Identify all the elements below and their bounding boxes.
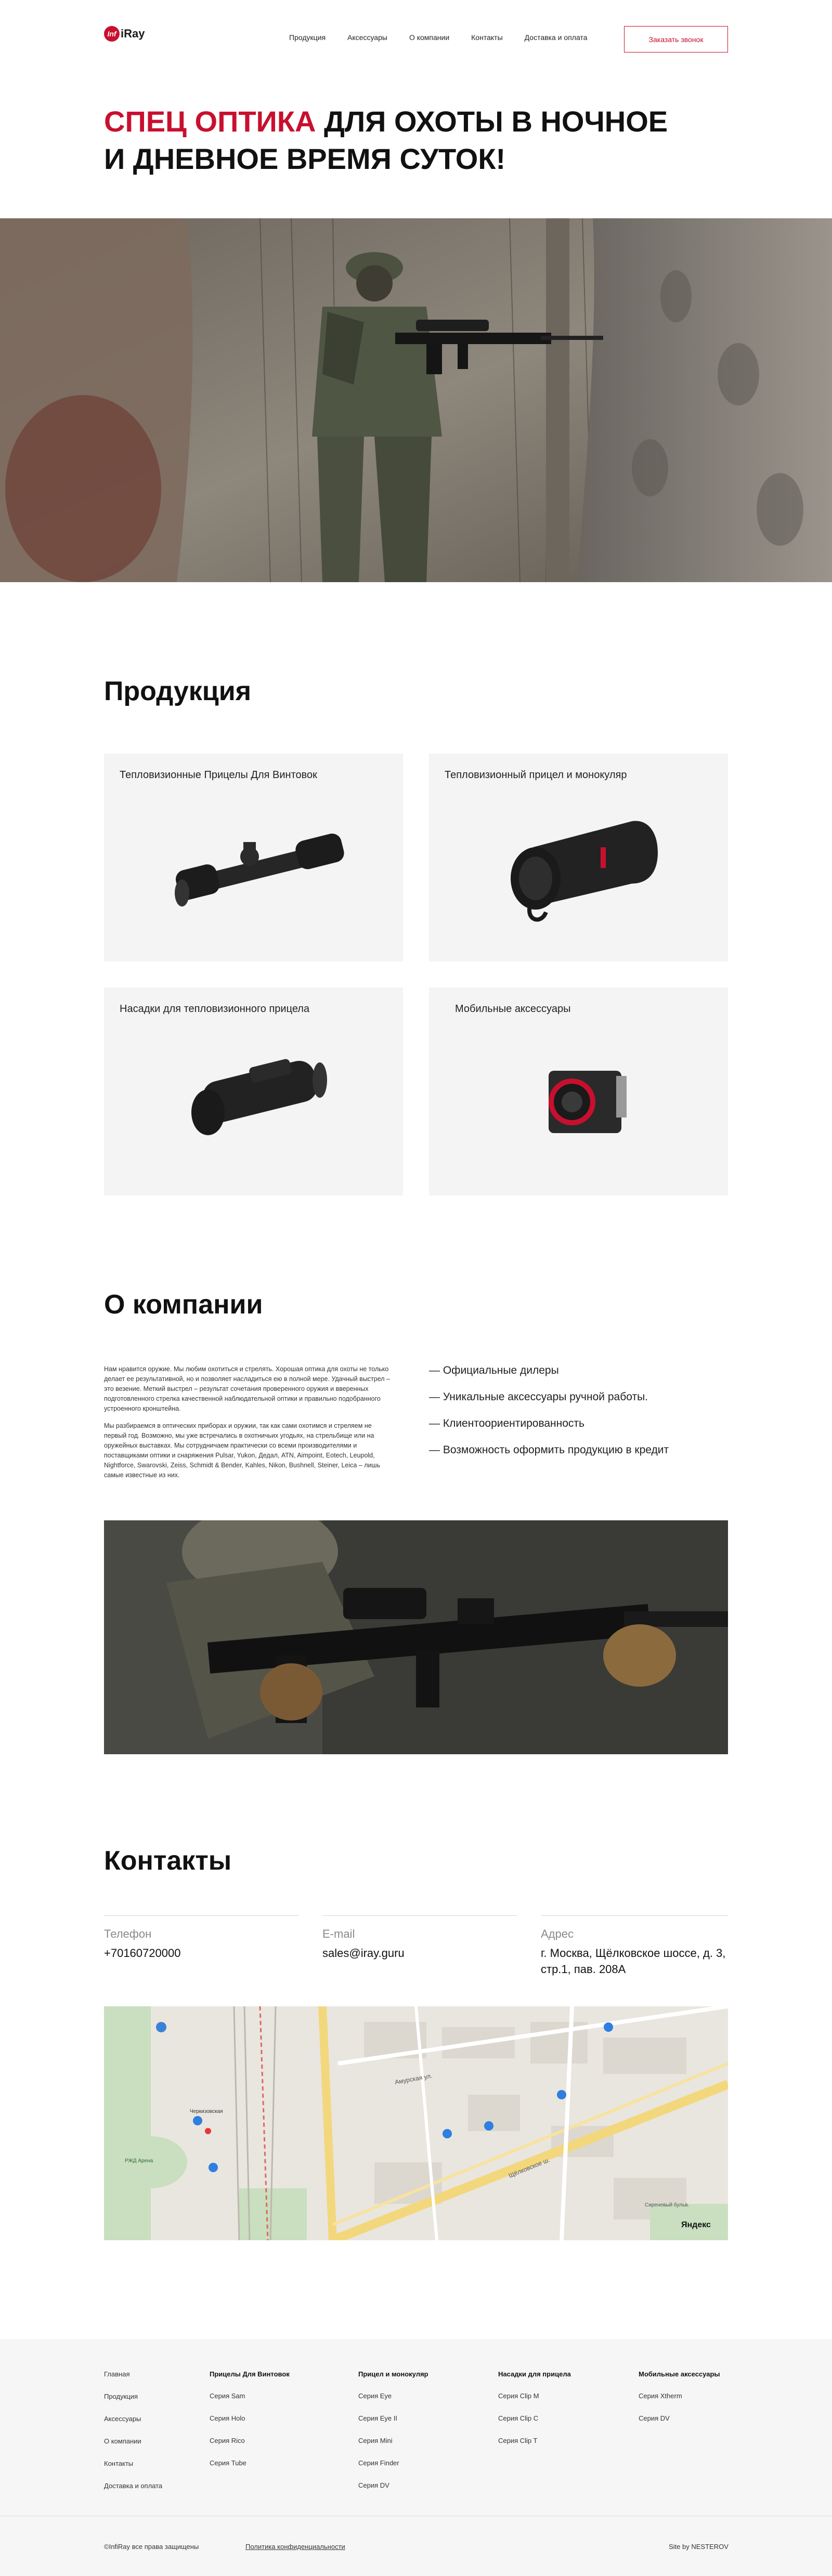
contact-email [322,1915,517,1961]
request-call-button[interactable]: Заказать звонок [624,26,728,52]
nav-accessories[interactable]: Аксессуары [347,33,387,42]
footer [0,2339,832,2576]
product-card-rifle-scopes[interactable] [104,754,403,962]
address-line: г. Москва, Щёлковское шоссе, д. 3, [541,1947,726,1960]
privacy-policy[interactable] [245,2543,345,2551]
footer-link[interactable]: Серия Eye II [358,2414,397,2422]
footer-link[interactable]: Доставка и оплата [104,2482,163,2490]
advantages-list [429,1364,728,1470]
privacy-link[interactable]: Политика конфиденциальности [245,2543,345,2551]
phone-value[interactable]: +70160720000 [104,1947,181,1960]
clip-on-icon [104,1034,403,1169]
footer-link[interactable]: Серия Xtherm [639,2392,682,2400]
copyright: ©InfiRay все права защищены [104,2543,199,2551]
footer-link[interactable]: Серия Mini [358,2437,393,2444]
footer-link[interactable]: О компании [104,2437,141,2445]
product-card-mobile[interactable] [429,988,728,1195]
about-heading: О компании [104,1290,263,1320]
logo[interactable] [104,26,145,42]
hero-title-line2: И ДНЕВНОЕ ВРЕМЯ СУТОК! [104,142,506,175]
map-brand: Яндекс [681,2220,711,2229]
footer-nav [104,2370,162,2504]
contact-phone [104,1915,299,1961]
email-value[interactable]: sales@iray.guru [322,1947,405,1960]
product-card-title: Насадки для тепловизионного прицела [120,1003,310,1015]
map-label: Щёлковское ш. [507,2156,551,2179]
map[interactable] [104,2006,728,2240]
address-line: стр.1, пав. 208А [541,1963,626,1976]
footer-link[interactable]: Серия Eye [358,2392,392,2400]
address-label: Адрес [541,1927,574,1940]
email-label: E-mail [322,1927,355,1940]
hero-image [0,218,832,582]
footer-link[interactable]: Контакты [104,2460,134,2467]
advantage-item: — Уникальные аксессуары ручной работы. [429,1391,648,1403]
hero-title-accent: СПЕЦ ОПТИКА [104,105,316,138]
product-card-clip-ons[interactable] [104,988,403,1195]
footer-monoculars [358,2370,428,2504]
nav-about[interactable]: О компании [409,33,450,42]
footer-link[interactable]: Главная [104,2370,130,2378]
nav-contacts[interactable]: Контакты [471,33,503,42]
footer-rifle-scopes [210,2370,290,2481]
nav-products[interactable]: Продукция [289,33,326,42]
rifle-scope-icon [104,800,403,936]
map-label: Черкизовская [190,2109,223,2114]
about-text [104,1364,395,1488]
hero-title [104,103,728,178]
footer-link[interactable]: Серия Clip T [498,2437,538,2444]
footer-clip-ons [498,2370,571,2459]
footer-link[interactable]: Серия DV [639,2414,670,2422]
advantage-item: — Клиентоориентированность [429,1417,584,1429]
footer-link[interactable]: Серия Rico [210,2437,245,2444]
product-card-monoculars[interactable] [429,754,728,962]
hero-title-rest: ДЛЯ ОХОТЫ В НОЧНОЕ [316,105,668,138]
products-heading: Продукция [104,676,252,706]
footer-link[interactable]: Аксессуары [104,2415,141,2423]
phone-label: Телефон [104,1927,152,1940]
footer-link[interactable]: Серия Holo [210,2414,245,2422]
about-image [104,1520,728,1754]
footer-heading: Прицелы Для Винтовок [210,2370,290,2378]
product-card-title: Мобильные аксессуары [455,1003,571,1015]
footer-link[interactable]: Серия Clip M [498,2392,539,2400]
map-label: Сиреневый бульв. [645,2202,690,2208]
monocular-icon [429,800,728,936]
product-card-title: Тепловизионные Прицелы Для Винтовок [120,769,317,781]
footer-heading: Прицел и монокуляр [358,2370,428,2378]
site-credit[interactable]: Site by NESTEROV [669,2543,729,2551]
map-label: РЖД Арена [125,2158,153,2164]
mobile-thermal-icon [429,1034,728,1169]
footer-heading: Мобильные аксессуары [639,2370,720,2378]
contact-address [541,1915,728,1977]
map-label: Амурская ул. [394,2072,433,2086]
footer-link[interactable]: Серия Tube [210,2459,246,2467]
advantage-item: — Возможность оформить продукцию в кредит [429,1444,669,1456]
footer-mobile [639,2370,720,2437]
footer-link[interactable]: Серия Sam [210,2392,245,2400]
logo-mark: Inf [104,26,120,42]
main-nav [289,33,609,42]
logo-text: iRay [121,27,145,40]
product-card-title: Тепловизионный прицел и монокуляр [445,769,627,781]
advantage-item: — Официальные дилеры [429,1364,559,1376]
footer-link[interactable]: Серия DV [358,2481,389,2489]
footer-heading: Насадки для прицела [498,2370,571,2378]
footer-link[interactable]: Серия Clip C [498,2414,539,2422]
nav-delivery[interactable]: Доставка и оплата [524,33,588,42]
about-paragraph: Мы разбираемся в оптических приборах и оружии, так как сами охотимся и стреляем не первый год. Возможно, мы уже встречались в охотничьих угодьях, на стрельбище или на оружейных выставках. Мы сотрудничаем практически со всеми производителями и поставщиками оптики и снаряжения Pulsar, Yukon, Дедал, ATN, Aimpoint, Eotech, Leupold, Nightforce, Swarovski, Zeiss, Schmidt & Bender, Kahles, Nikon, Bushnell, Steiner, Leica – лишь самые известные из них. [104,1422,381,1479]
contacts-heading: Контакты [104,1846,232,1876]
about-paragraph: Нам нравится оружие. Мы любим охотиться и стрелять. Хорошая оптика для охоты не только делает ее результативной, но и позволяет насладиться ею в полной мере. Удачный выстрел – это везение. Меткий выстрел – результат сочетания проверенного оружия и вверенных подготовленного стрелка качественной наблюдательной оптики и правильно подобранного устроенного кронштейна. [104,1365,390,1412]
footer-link[interactable]: Серия Finder [358,2459,399,2467]
address-value [541,1945,728,1977]
footer-link[interactable]: Продукция [104,2393,138,2400]
